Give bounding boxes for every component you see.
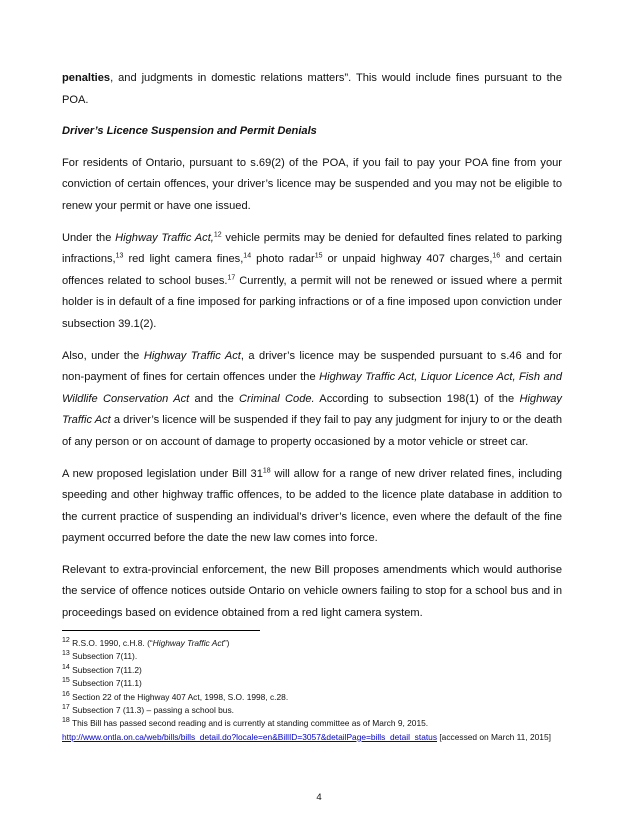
document-body — [62, 68, 562, 625]
footnotes — [62, 637, 562, 744]
ontla-bill-link[interactable]: http://www.ontla.on.ca/web/bills/bills_detail.do?locale=en&BillID=3057&detailPage=bills_detail_status — [62, 731, 438, 742]
paragraph-penalties: penalties, and judgments in domestic relations matters”. This would include fines pursuant to the POA. — [62, 72, 562, 106]
footnote-ref-12: 12 — [213, 230, 222, 238]
paragraph-licence-suspension: Also, under the Highway Traffic Act, a driver’s licence may be suspended pursuant to s.46 and for non-payment of fines for certain offences under the Highway Traffic Act, Liquor Licence Act, Fish and Wildlife Conservation Act and the Criminal Code. According to subsection 198(1) of the Highway Traffic Act a driver’s licence will be suspended if they fail to pay any judgment for injury to or the death of any person or on account of damage to property occasioned by a motor vehicle or street car. — [62, 349, 562, 448]
footnote-ref-15: 15 — [314, 252, 323, 260]
footnote-12: $^{12}$ R.S.O. 1990, c.H.8. (“Highway Traffic Act”) — [62, 637, 230, 648]
footnote-ref-16: 16 — [492, 252, 501, 260]
footnote-15: $^{15}$ Subsection 7(11.1) — [62, 677, 142, 689]
footnote-16: $^{16}$ Section 22 of the Highway 407 Act, 1998, S.O. 1998, c.28. — [62, 690, 289, 702]
footnote-14: $^{14}$ Subsection 7(11.2) — [62, 664, 142, 675]
footnote-13: $^{13}$ Subsection 7(11). — [62, 650, 138, 662]
footnote-ref-13: 13 — [115, 252, 124, 260]
footnote-separator — [62, 630, 260, 631]
paragraph-extra-provincial: Relevant to extra-provincial enforcement, the new Bill proposes amendments which would authorise the service of offence notices outside Ontario on vehicle owners failing to stop for a school bus and in proceedings based on evidence obtained from a red light camera system. — [62, 563, 562, 620]
paragraph-permit-denials: Under the Highway Traffic Act,$^{12}$ vehicle permits may be denied for defaulted fines related to parking infractions,$^{13}$ red light camera fines,$^{14}$ photo radar$^{15}$ or unpaid highway 407 charges,$^{16}$ and certain offences related to school buses.$^{17}$ Currently, a permit will not be renewed or issued where a permit holder is in default of a fine imposed for parking infractions or of a fine imposed upon conviction under subsection 39.1(2). — [62, 230, 562, 330]
footnote-ref-17: 17 — [227, 274, 236, 282]
footnote-17: $^{17}$ Subsection 7 (11.3) – passing a school bus. — [62, 704, 234, 716]
footnote-ref-18: 18 — [262, 466, 271, 474]
footnote-ref-14: 14 — [243, 252, 252, 260]
paragraph-bill-31: A new proposed legislation under Bill $31^{18}$ will allow for a range of new driver related fines, including speeding and other highway traffic offences, to be added to the licence plate database in addition to the current practice of suspending an individual’s driver’s licence, even where the default of the fine payment occurred before the date the new law comes into force. — [62, 466, 562, 545]
page-number: 4 — [316, 792, 322, 803]
paragraph-residents: For residents of Ontario, pursuant to s.69(2) of the POA, if you fail to pay your POA fine from your conviction of certain offences, your driver’s licence may be suspended and you may not be eligible to renew your permit or have one issued. — [62, 156, 562, 212]
section-heading: Driver’s Licence Suspension and Permit Denials — [62, 125, 317, 138]
footnote-18: $^{18}$ This Bill has passed second reading and is currently at standing committee as of March 9, 2015. http://www.ontla.on.ca/web/bills/bills_detail.do?locale=en&BillID=3057&detailPage=bills_detail_status [accessed on March 11, 2015] — [62, 717, 551, 742]
